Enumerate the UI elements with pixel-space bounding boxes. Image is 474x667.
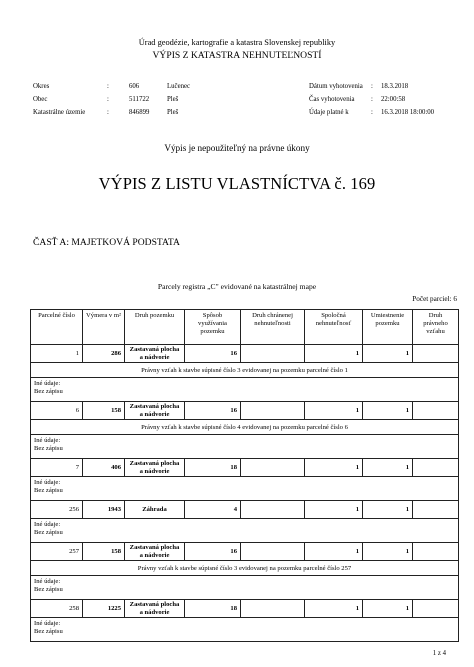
land-type-cell: Zastavaná plocha a nádvorie	[125, 459, 185, 477]
other-data-label: Iné údaje:	[34, 578, 61, 585]
meta-sep: :	[107, 109, 109, 116]
meta-value: 18.3.2018	[381, 83, 409, 90]
page-number: 1 z 4	[432, 650, 446, 657]
document-title: VÝPIS Z LISTU VLASTNÍCTVA č. 169	[98, 174, 376, 193]
relation-cell	[413, 459, 459, 477]
table-row	[31, 543, 459, 561]
common-property-cell: 1	[305, 501, 363, 519]
protected-cell	[241, 543, 305, 561]
table-row	[31, 459, 459, 477]
meta-row-date	[309, 80, 461, 93]
other-data-row	[31, 435, 459, 459]
table-title: Parcely registra „C" evidované na katastrálnej mape	[157, 282, 317, 291]
legal-relation-row	[31, 420, 459, 435]
meta-label: Dátum vyhotovenia	[309, 83, 363, 90]
other-data-row	[31, 576, 459, 600]
table-row	[31, 600, 459, 618]
meta-name: Pleš	[167, 96, 179, 103]
meta-row-cadastral-area	[33, 106, 227, 119]
relation-cell	[413, 501, 459, 519]
parcel-number-cell: 1	[31, 345, 83, 363]
legal-relation-note: Právny vzťah k stavbe súpisné číslo 4 evidovanej na pozemku parcelné číslo 6	[31, 420, 459, 435]
area-cell: 158	[83, 402, 125, 420]
usage-cell: 16	[185, 543, 241, 561]
common-property-cell: 1	[305, 459, 363, 477]
other-data-row	[31, 618, 459, 642]
meta-sep: :	[371, 96, 373, 103]
location-cell: 1	[363, 600, 413, 618]
meta-sep: :	[371, 109, 373, 116]
other-data-row	[31, 477, 459, 501]
table-row	[31, 402, 459, 420]
area-cell: 286	[83, 345, 125, 363]
usage-cell: 18	[185, 459, 241, 477]
parcel-number-cell: 257	[31, 543, 83, 561]
meta-sep: :	[371, 83, 373, 90]
parcel-number-cell: 6	[31, 402, 83, 420]
other-data-label: Iné údaje:	[34, 521, 61, 528]
other-data-cell	[31, 378, 459, 402]
legal-notice: Výpis je nepoužiteľný na právne úkony	[164, 143, 310, 153]
location-cell: 1	[363, 345, 413, 363]
protected-cell	[241, 345, 305, 363]
other-data-cell	[31, 435, 459, 459]
other-data-value: Bez zápisu	[34, 444, 63, 452]
land-type-cell: Zastavaná plocha a nádvorie	[125, 345, 185, 363]
usage-cell: 16	[185, 402, 241, 420]
other-data-label: Iné údaje:	[34, 479, 61, 486]
meta-code: 606	[129, 83, 140, 90]
meta-value: 16.3.2018 18:00:00	[381, 109, 435, 116]
common-property-cell: 1	[305, 600, 363, 618]
other-data-value: Bez zápisu	[34, 585, 63, 593]
legal-relation-row	[31, 561, 459, 576]
parcel-number-cell: 7	[31, 459, 83, 477]
meta-label: Katastrálne územie	[33, 109, 86, 116]
meta-row-time	[309, 93, 461, 106]
meta-row-valid	[309, 106, 461, 119]
meta-label: Obec	[33, 96, 48, 103]
office-name: Úrad geodézie, kartografie a katastra Slovenskej republiky	[138, 38, 336, 47]
column-header: Parcelné číslo	[31, 310, 83, 345]
location-cell: 1	[363, 402, 413, 420]
other-data-value: Bez zápisu	[34, 528, 63, 536]
location-info	[33, 80, 227, 119]
column-header: Spôsob využívania pozemku	[185, 310, 241, 345]
land-type-cell: Záhrada	[125, 501, 185, 519]
land-type-cell: Zastavaná plocha a nádvorie	[125, 543, 185, 561]
usage-cell: 4	[185, 501, 241, 519]
parcels-table	[30, 309, 459, 642]
other-data-value: Bez zápisu	[34, 486, 63, 494]
column-header: Druh právneho vzťahu	[413, 310, 459, 345]
area-cell: 1943	[83, 501, 125, 519]
other-data-row	[31, 519, 459, 543]
meta-name: Pleš	[167, 109, 179, 116]
table-header-row	[31, 310, 459, 345]
protected-cell	[241, 501, 305, 519]
other-data-cell	[31, 576, 459, 600]
column-header: Výmera v m²	[83, 310, 125, 345]
parcel-count: Počet parciel: 6	[412, 295, 457, 303]
part-title: ČASŤ A: MAJETKOVÁ PODSTATA	[33, 237, 180, 248]
relation-cell	[413, 402, 459, 420]
legal-relation-note: Právny vzťah k stavbe súpisné číslo 3 evidovanej na pozemku parcelné číslo 257	[31, 561, 459, 576]
other-data-cell	[31, 618, 459, 642]
common-property-cell: 1	[305, 345, 363, 363]
parcel-number-cell: 258	[31, 600, 83, 618]
land-type-cell: Zastavaná plocha a nádvorie	[125, 402, 185, 420]
column-header: Druh pozemku	[125, 310, 185, 345]
usage-cell: 16	[185, 345, 241, 363]
extract-title: VÝPIS Z KATASTRA NEHNUTEĽNOSTÍ	[152, 50, 322, 61]
common-property-cell: 1	[305, 543, 363, 561]
other-data-label: Iné údaje:	[34, 620, 61, 627]
meta-code: 511722	[129, 96, 150, 103]
protected-cell	[241, 459, 305, 477]
table-row	[31, 345, 459, 363]
column-header: Spoločná nehnuteľnosť	[305, 310, 363, 345]
protected-cell	[241, 402, 305, 420]
other-data-value: Bez zápisu	[34, 627, 63, 635]
relation-cell	[413, 543, 459, 561]
parcel-number-cell: 256	[31, 501, 83, 519]
other-data-value: Bez zápisu	[34, 387, 63, 395]
meta-label: Čas vyhotovenia	[309, 96, 355, 103]
common-property-cell: 1	[305, 402, 363, 420]
meta-row-municipality	[33, 93, 227, 106]
location-cell: 1	[363, 543, 413, 561]
other-data-cell	[31, 477, 459, 501]
other-data-row	[31, 378, 459, 402]
column-header: Umiestnenie pozemku	[363, 310, 413, 345]
meta-label: Okres	[33, 83, 50, 90]
meta-value: 22:00:58	[381, 96, 406, 103]
meta-name: Lučenec	[167, 83, 191, 90]
meta-label: Údaje platné k	[309, 109, 349, 116]
meta-code: 846899	[129, 109, 150, 116]
parcels-body	[31, 345, 459, 642]
protected-cell	[241, 600, 305, 618]
column-header: Druh chránenej nehnuteľnosti	[241, 310, 305, 345]
other-data-label: Iné údaje:	[34, 437, 61, 444]
legal-relation-row	[31, 363, 459, 378]
usage-cell: 18	[185, 600, 241, 618]
meta-row-district	[33, 80, 227, 93]
relation-cell	[413, 600, 459, 618]
land-type-cell: Zastavaná plocha a nádvorie	[125, 600, 185, 618]
other-data-label: Iné údaje:	[34, 380, 61, 387]
area-cell: 158	[83, 543, 125, 561]
location-cell: 1	[363, 459, 413, 477]
location-cell: 1	[363, 501, 413, 519]
meta-sep: :	[107, 96, 109, 103]
meta-sep: :	[107, 83, 109, 90]
area-cell: 1225	[83, 600, 125, 618]
area-cell: 406	[83, 459, 125, 477]
other-data-cell	[31, 519, 459, 543]
relation-cell	[413, 345, 459, 363]
table-row	[31, 501, 459, 519]
legal-relation-note: Právny vzťah k stavbe súpisné číslo 3 evidovanej na pozemku parcelné číslo 1	[31, 363, 459, 378]
issue-info	[309, 80, 461, 119]
